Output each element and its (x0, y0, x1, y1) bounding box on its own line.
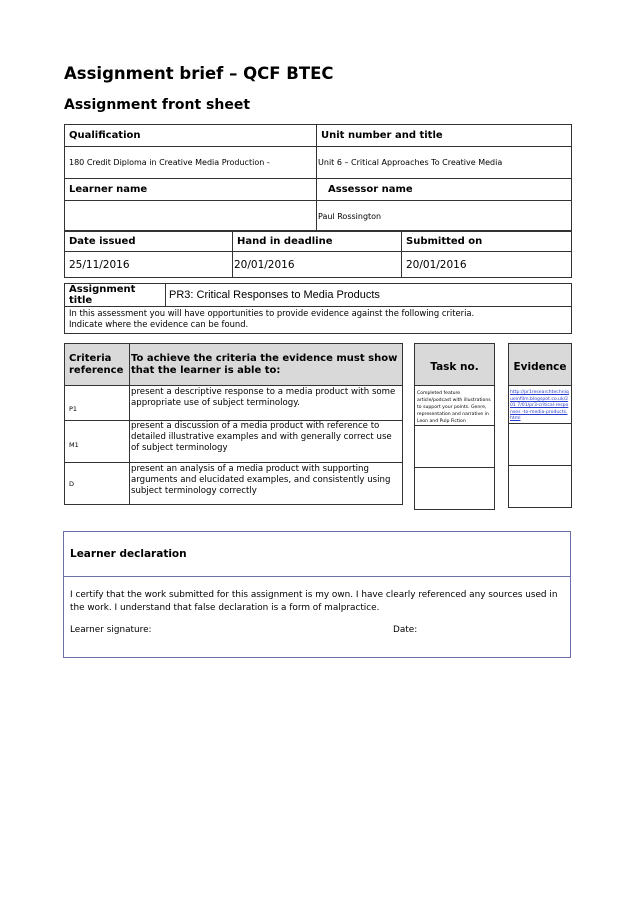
signature-label: Learner signature: (70, 625, 152, 635)
evidence-column (508, 343, 572, 508)
assessor-name-label: Assessor name (317, 179, 572, 201)
qualification-label: Qualification (65, 125, 317, 147)
assessor-name-value: Paul Rossington (317, 201, 572, 232)
criteria-text-m1: present a discussion of a media product with reference to detailed illustrative examples and with generally correct use of subject terminology (130, 421, 403, 463)
page-subtitle: Assignment front sheet (64, 97, 251, 113)
unit-label: Unit number and title (317, 125, 572, 147)
page-title: Assignment brief – QCF BTEC (64, 64, 334, 83)
declaration-divider (64, 576, 570, 577)
unit-value: Unit 6 – Critical Approaches To Creative Media (317, 147, 572, 179)
hand-in-label: Hand in deadline (233, 231, 402, 252)
task-p1[interactable]: Completed feature article/podcast with illustrations to support your points. Genre, representation and narrative in Leon and Pulp Fiction (415, 386, 495, 426)
criteria-text-header: To achieve the criteria the evidence must show that the learner is able to: (130, 344, 403, 386)
task-column (414, 343, 495, 510)
criteria-ref-d: D (65, 463, 130, 505)
submitted-label: Submitted on (402, 231, 572, 252)
assignment-title-value: PR3: Critical Responses to Media Products (166, 284, 572, 307)
task-m1[interactable] (415, 426, 495, 468)
evidence-m1[interactable] (509, 423, 572, 465)
learner-name-field[interactable] (65, 201, 317, 232)
date-issued-value: 25/11/2016 (65, 252, 233, 278)
table-row (65, 421, 403, 463)
declaration-text: I certify that the work submitted for this assignment is my own. I have clearly referenced any sources used in the work. I understand that false declaration is a form of malpractice. (70, 590, 558, 613)
criteria-ref-p1: P1 (65, 386, 130, 421)
assignment-title-label: Assignment title (65, 284, 166, 307)
table-row (65, 386, 403, 421)
learner-name-label: Learner name (65, 179, 317, 201)
criteria-ref-m1: M1 (65, 421, 130, 463)
details-table (64, 124, 572, 232)
declaration-box (63, 531, 571, 658)
assignment-intro-line1: In this assessment you will have opportunities to provide evidence against the following criteria. (69, 308, 475, 318)
submitted-value: 20/01/2016 (402, 252, 572, 278)
criteria-text-d: present an analysis of a media product with supporting arguments and elucidated examples, and consistently using subject terminology correctly (130, 463, 403, 505)
criteria-table (64, 343, 403, 505)
hand-in-value: 20/01/2016 (233, 252, 402, 278)
evidence-header: Evidence (509, 344, 572, 386)
criteria-text-p1: present a descriptive response to a media product with some appropriate use of subject terminology. (130, 386, 403, 421)
criteria-ref-header: Criteria reference (65, 344, 130, 386)
dates-table (64, 230, 572, 278)
table-row (65, 463, 403, 505)
date-issued-label: Date issued (65, 231, 233, 252)
assignment-intro-line2: Indicate where the evidence can be found. (69, 319, 249, 329)
qualification-value: 180 Credit Diploma in Creative Media Production - (65, 147, 317, 179)
declaration-heading: Learner declaration (70, 548, 187, 560)
evidence-link-p1[interactable]: http://pr1researchtechniq ueinfilm.blogspot.co.uk/201 7/01/pr3-critical-responses -to-media-products.html (509, 386, 572, 424)
task-d[interactable] (415, 468, 495, 510)
date-label: Date: (393, 625, 418, 635)
evidence-d[interactable] (509, 465, 572, 507)
assignment-table (64, 283, 572, 334)
task-header: Task no. (415, 344, 495, 386)
